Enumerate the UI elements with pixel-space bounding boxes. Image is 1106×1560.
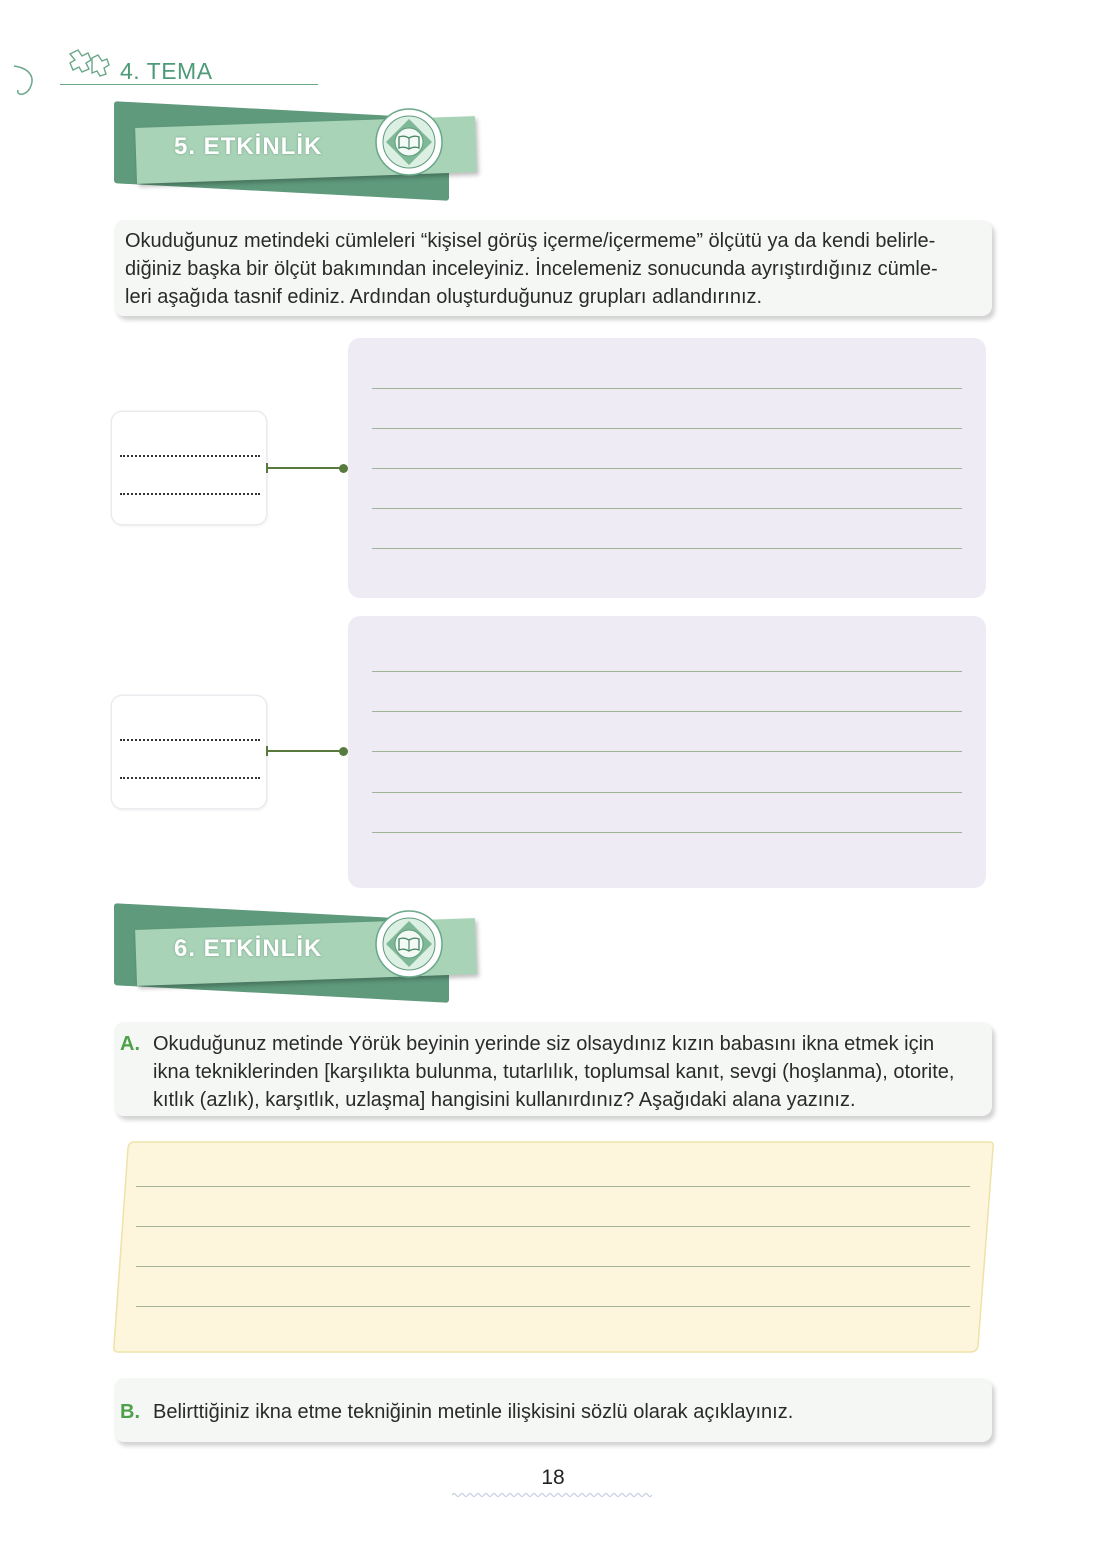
page-number-ornament	[452, 1492, 652, 1498]
activity-6-title: 6. ETKİNLİK	[174, 935, 323, 962]
part-a-line-2: ikna tekniklerinden [karşılıkta bulunma, tutarlılık, toplumsal kanıt, sevgi (hoşlanma), otorite,	[153, 1061, 955, 1083]
instruction-line-2: diğiniz başka bir ölçüt bakımından inceleyiniz. İncelemeniz sonucunda ayrıştırdığınız cümle-	[125, 258, 938, 280]
connector-cap	[266, 746, 268, 756]
group-2-label-box[interactable]	[112, 696, 266, 808]
group-2-connector	[266, 750, 344, 752]
puzzle-swirl-icon	[8, 44, 120, 102]
ruled-line	[372, 468, 962, 469]
part-a-line-1: Okuduğunuz metinde Yörük beyinin yerinde siz olsaydınız kızın babasını ikna etmek için	[153, 1033, 935, 1055]
page-number: 18	[541, 1466, 565, 1489]
activity-5-instruction	[114, 220, 992, 316]
part-b-letter: B.	[120, 1401, 140, 1423]
activity-6-part-b	[114, 1378, 992, 1442]
ruled-line	[372, 508, 962, 509]
dotted-line	[120, 492, 260, 495]
ruled-line	[372, 428, 962, 429]
activity-6-part-a	[114, 1022, 992, 1116]
instruction-line-1: Okuduğunuz metindeki cümleleri “kişisel görüş içerme/içermeme” ölçütü ya da kendi belirle-	[125, 230, 936, 252]
group-2-write-area[interactable]	[348, 616, 986, 888]
ruled-line	[372, 671, 962, 672]
group-1-connector	[266, 467, 344, 469]
group-1-label-box[interactable]	[112, 412, 266, 524]
ruled-line	[136, 1226, 970, 1227]
connector-dot	[339, 747, 348, 756]
part-a-letter: A.	[120, 1033, 140, 1055]
group-1-write-area[interactable]	[348, 338, 986, 598]
dotted-line	[120, 738, 260, 741]
connector-dot	[339, 464, 348, 473]
connector-cap	[266, 463, 268, 473]
dotted-line	[120, 776, 260, 779]
ruled-line	[372, 792, 962, 793]
ruled-line	[372, 388, 962, 389]
ruled-line	[136, 1306, 970, 1307]
ruled-line	[372, 751, 962, 752]
theme-title: 4. TEMA	[120, 58, 213, 84]
activity-5-title: 5. ETKİNLİK	[174, 133, 323, 160]
open-book-icon	[374, 107, 444, 177]
ruled-line	[136, 1186, 970, 1187]
activity-6-banner	[112, 912, 492, 1004]
activity-5-banner	[112, 110, 492, 202]
part-a-answer-area[interactable]	[112, 1140, 994, 1354]
dotted-line	[120, 454, 260, 457]
part-a-line-3: kıtlık (azlık), karşıtlık, uzlaşma] hangisini kullanırdınız? Aşağıdaki alana yazınız.	[153, 1089, 856, 1111]
ruled-line	[136, 1266, 970, 1267]
answer-area-shape	[112, 1140, 994, 1354]
instruction-line-3: leri aşağıda tasnif ediniz. Ardından oluşturduğunuz grupları adlandırınız.	[125, 286, 763, 308]
ruled-line	[372, 832, 962, 833]
ruled-line	[372, 711, 962, 712]
ruled-line	[372, 548, 962, 549]
part-b-text: Belirttiğiniz ikna etme tekniğinin metinle ilişkisini sözlü olarak açıklayınız.	[153, 1401, 794, 1423]
open-book-icon	[374, 909, 444, 979]
